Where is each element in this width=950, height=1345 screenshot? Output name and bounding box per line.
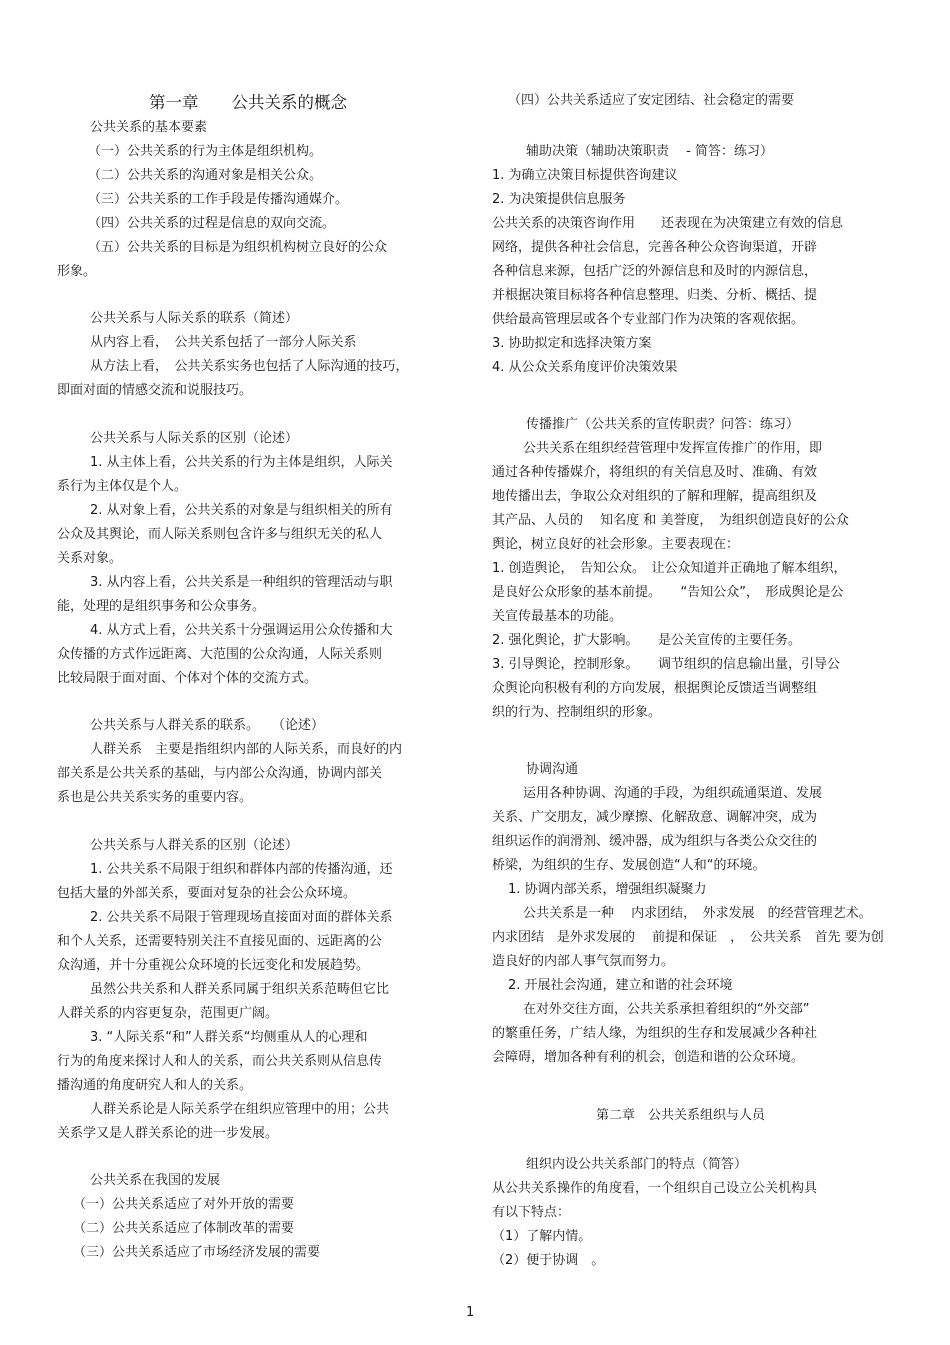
text-line: 网络，提供各种社会信息，完善各种公众咨询渠道，开辟 <box>492 240 818 255</box>
text-line: 4. 从公众关系角度评价决策效果 <box>492 360 678 375</box>
text-line: 的繁重任务，广结人缘，为组织的生存和发展减少各种社 <box>492 1026 818 1041</box>
text-line: 从公共关系操作的角度看，一个组织自己设立公关机构具 <box>492 1181 818 1196</box>
text-line: 3. 引导舆论，控制形象。 调节组织的信息输出量，引导公 <box>492 657 841 672</box>
text-line: 从内容上看， 公共关系包括了一部分人际关系 <box>90 335 357 350</box>
text-line: 1. 从主体上看，公共关系的行为主体是组织，人际关 <box>90 455 393 470</box>
text-line: 造良好的内部人事气氛而努力。 <box>492 954 675 969</box>
text-line: 供给最高管理层或各个专业部门作为决策的客观依据。 <box>492 312 805 327</box>
text-line: 包括大量的外部关系，要面对复杂的社会公众环境。 <box>57 886 357 901</box>
text-line: 部关系是公共关系的基础，与内部公众沟通，协调内部关 <box>57 766 383 781</box>
text-line: 内求团结 是外求发展的 前提和保证 ， 公共关系 首先 要为创 <box>492 930 884 945</box>
text-line: 从方法上看， 公共关系实务也包括了人际沟通的技巧， <box>90 359 409 374</box>
section-heading: 公共关系在我国的发展 <box>90 1173 221 1188</box>
text-line: 地传播出去，争取公众对组织的了解和理解，提高组织及 <box>492 489 818 504</box>
text-line: （二）公共关系适应了体制改革的需要 <box>73 1221 295 1236</box>
text-line: 系也是公共关系实务的重要内容。 <box>57 790 253 805</box>
text-line: （五）公共关系的目标是为组织机构树立良好的公众 <box>88 240 388 255</box>
text-line: 关系、广交朋友，减少摩擦、化解敌意、调解冲突，成为 <box>492 810 818 825</box>
text-line: 形象。 <box>57 264 97 279</box>
text-line: 人群关系的内容更复杂，范围更广阔。 <box>57 1006 279 1021</box>
section-heading: 公共关系与人群关系的区别（论述） <box>90 838 299 853</box>
text-line: 能，处理的是组织事务和公众事务。 <box>57 599 266 614</box>
section-heading: 组织内设公共关系部门的特点（简答） <box>526 1157 748 1172</box>
text-line: 众传播的方式作远距离、大范围的公众沟通，人际关系则 <box>57 647 383 662</box>
text-line: 播沟通的角度研究人和人的关系。 <box>57 1078 253 1093</box>
text-line: 关宣传最基本的功能。 <box>492 609 623 624</box>
text-line: 公共关系在组织经营管理中发挥宣传推广的作用，即 <box>523 441 823 456</box>
text-line: 各种信息来源，包括广泛的外源信息和及时的内源信息， <box>492 264 818 279</box>
text-line: 公共关系是一种 内求团结， 外求发展 的经营管理艺术。 <box>523 906 872 921</box>
text-line: 2. 从对象上看，公共关系的对象是与组织相关的所有 <box>90 503 393 518</box>
text-line: 舆论，树立良好的社会形象。主要表现在： <box>492 537 740 552</box>
text-line: （2）便于协调 。 <box>492 1253 605 1268</box>
text-line: 关系对象。 <box>57 551 123 566</box>
section-heading: 公共关系与人际关系的联系（简述） <box>90 311 299 326</box>
text-line: 系行为主体仅是个人。 <box>57 479 188 494</box>
section-heading: 协调沟通 <box>526 762 579 777</box>
text-line: 和个人关系，还需要特别关注不直接见面的、远距离的公 <box>57 934 383 949</box>
text-line: 关系学又是人群关系论的进一步发展。 <box>57 1126 279 1141</box>
text-line: （一）公共关系适应了对外开放的需要 <box>73 1197 295 1212</box>
text-line: 在对外交往方面，公共关系承担着组织的“外交部” <box>523 1002 810 1017</box>
text-line: 3. 协助拟定和选择决策方案 <box>492 336 652 351</box>
text-line: 1. 公共关系不局限于组织和群体内部的传播沟通，还 <box>90 862 393 877</box>
section-heading: 公共关系与人群关系的联系。 （论述） <box>90 718 325 733</box>
text-line: 3. “人际关系“和”人群关系“均侧重从人的心理和 <box>90 1030 368 1045</box>
text-line: 织的行为、控制组织的形象。 <box>492 705 662 720</box>
text-line: 运用各种协调、沟通的手段，为组织疏通渠道、发展 <box>523 786 823 801</box>
text-line: 2. 为决策提供信息服务 <box>492 192 626 207</box>
chapter-title: 第一章 公共关系的概念 <box>149 93 347 112</box>
text-line: （二）公共关系的沟通对象是相关公众。 <box>88 168 323 183</box>
text-line: （四）公共关系的过程是信息的双向交流。 <box>88 216 336 231</box>
section-heading: 传播推广（公共关系的宣传职责？问答：练习） <box>526 417 800 432</box>
text-line: 是良好公众形象的基本前提。 “告知公众”， 形成舆论是公 <box>492 585 844 600</box>
text-line: 通过各种传播媒介，将组织的有关信息及时、准确、有效 <box>492 465 818 480</box>
text-line: （四）公共关系适应了安定团结、社会稳定的需要 <box>508 93 795 108</box>
text-line: 1. 创造舆论， 告知公众。 让公众知道并正确地了解本组织， <box>492 561 847 576</box>
text-line: 众舆论向积极有利的方向发展，根据舆论反馈适当调整组 <box>492 681 818 696</box>
text-line: 4. 从方式上看，公共关系十分强调运用公众传播和大 <box>90 623 393 638</box>
text-line: 1. 为确立决策目标提供咨询建议 <box>492 168 678 183</box>
text-line: 比较局限于面对面、个体对个体的交流方式。 <box>57 671 318 686</box>
text-line: 即面对面的情感交流和说服技巧。 <box>57 383 253 398</box>
text-line: 2. 公共关系不局限于管理现场直接面对面的群体关系 <box>90 910 393 925</box>
text-line: 行为的角度来探讨人和人的关系，而公共关系则从信息传 <box>57 1054 383 1069</box>
text-line: 2. 强化舆论，扩大影响。 是公关宣传的主要任务。 <box>492 633 802 648</box>
text-line: 虽然公共关系和人群关系同属于组织关系范畴但它比 <box>90 982 390 997</box>
chapter-heading: 第二章 公共关系组织与人员 <box>596 1108 766 1123</box>
text-line: （一）公共关系的行为主体是组织机构。 <box>88 144 323 159</box>
text-line: 会障碍，增加各种有利的机会，创造和谐的公众环境。 <box>492 1050 805 1065</box>
page-number: 1 <box>466 1305 475 1320</box>
text-line: 其产品、人员的 知名度 和 美誉度， 为组织创造良好的公众 <box>492 513 849 528</box>
text-line: 1. 协调内部关系，增强组织凝聚力 <box>508 882 707 897</box>
text-line: （三）公共关系的工作手段是传播沟通媒介。 <box>88 192 349 207</box>
text-line: 众沟通，并十分重视公众环境的长远变化和发展趋势。 <box>57 958 370 973</box>
text-line: 有以下特点： <box>492 1205 571 1220</box>
text-line: 桥梁，为组织的生存、发展创造“人和“的环境。 <box>492 858 766 873</box>
text-line: （三）公共关系适应了市场经济发展的需要 <box>73 1245 321 1260</box>
text-line: 组织运作的润滑剂、缓冲器，成为组织与各类公众交往的 <box>492 834 818 849</box>
text-line: （1）了解内情。 <box>492 1229 592 1244</box>
text-line: 人群关系 主要是指组织内部的人际关系，而良好的内 <box>90 742 403 757</box>
text-line: 公众及其舆论，而人际关系则包含许多与组织无关的私人 <box>57 527 383 542</box>
text-line: 2. 开展社会沟通，建立和谐的社会环境 <box>508 978 733 993</box>
section-heading: 公共关系与人际关系的区别（论述） <box>90 431 299 446</box>
text-line: 3. 从内容上看，公共关系是一种组织的管理活动与职 <box>90 575 393 590</box>
text-line: 公共关系的决策咨询作用 还表现在为决策建立有效的信息 <box>492 216 844 231</box>
text-line: 人群关系论是人际关系学在组织应管理中的用；公共 <box>90 1102 390 1117</box>
section-heading: 公共关系的基本要素 <box>90 120 208 135</box>
section-heading: 辅助决策（辅助决策职责 - 简答：练习） <box>526 144 773 159</box>
text-line: 并根据决策目标将各种信息整理、归类、分析、概括、提 <box>492 288 818 303</box>
